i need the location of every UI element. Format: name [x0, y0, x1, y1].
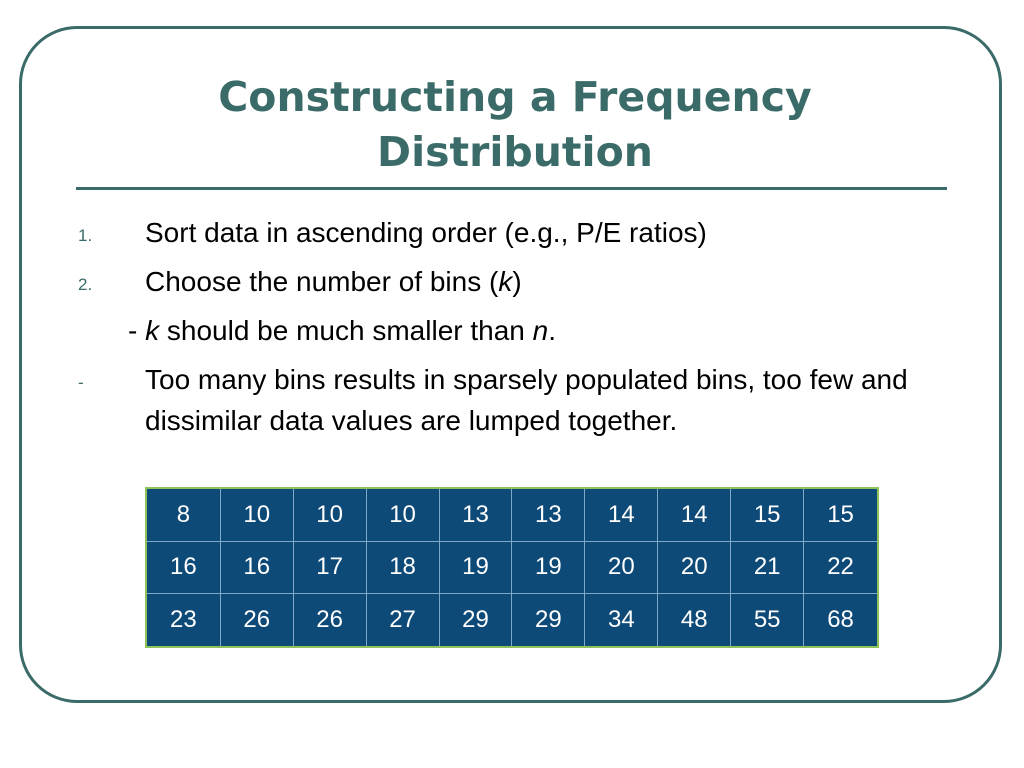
table-cell: 8 [146, 488, 220, 541]
variable-k: k [145, 315, 160, 346]
list-item-sort [70, 212, 970, 253]
title-line-2: Distribution [377, 128, 653, 176]
list-item-text: Choose the number of bins ( [145, 266, 499, 297]
table-cell: 20 [585, 541, 658, 593]
table-cell: 21 [731, 541, 804, 593]
title-divider [76, 187, 947, 190]
table-cell: 14 [658, 488, 731, 541]
table-cell: 14 [585, 488, 658, 541]
table-cell: 13 [439, 488, 512, 541]
table-cell: 16 [146, 541, 220, 593]
table-row [146, 594, 878, 647]
title-line-1: Constructing a Frequency [218, 73, 812, 121]
table-cell: 26 [220, 594, 293, 647]
list-item-text: Sort data in ascending order (e.g., P/E ratios) [145, 217, 707, 248]
list-item-text-end: ) [512, 266, 522, 297]
table-cell: 29 [512, 594, 585, 647]
variable-n: n [532, 315, 549, 346]
table-cell: 19 [512, 541, 585, 593]
sub-dash: - [128, 315, 146, 346]
table-cell: 10 [366, 488, 439, 541]
table-cell: 18 [366, 541, 439, 593]
list-item-bins [70, 261, 970, 302]
table-cell: 10 [293, 488, 366, 541]
table-cell: 19 [439, 541, 512, 593]
sub-item-k-smaller [70, 310, 970, 351]
table-cell: 22 [804, 541, 878, 593]
list-marker: - [78, 373, 84, 392]
table-cell: 20 [658, 541, 731, 593]
table-cell: 23 [146, 594, 220, 647]
table-cell: 29 [439, 594, 512, 647]
list-marker: 1. [78, 226, 93, 245]
table-row [146, 488, 878, 541]
sub-item-end: . [548, 315, 556, 346]
table-cell: 15 [731, 488, 804, 541]
bullet-list [70, 212, 970, 449]
table-cell: 27 [366, 594, 439, 647]
table-cell: 16 [220, 541, 293, 593]
table-cell: 26 [293, 594, 366, 647]
table-cell: 34 [585, 594, 658, 647]
slide-title [60, 70, 970, 180]
table-cell: 10 [220, 488, 293, 541]
list-item-text: Too many bins results in sparsely populated bins, too few and dissimilar data values are lumped together. [145, 364, 908, 436]
table-cell: 17 [293, 541, 366, 593]
table-cell: 15 [804, 488, 878, 541]
table-cell: 55 [731, 594, 804, 647]
sub-item-text: should be much smaller than [159, 315, 533, 346]
table-cell: 48 [658, 594, 731, 647]
table-cell: 13 [512, 488, 585, 541]
variable-k: k [498, 266, 513, 297]
pe-ratio-data-table [145, 487, 879, 648]
list-item-too-many-bins [70, 359, 970, 441]
list-marker: 2. [78, 275, 93, 294]
table-row [146, 541, 878, 593]
table-cell: 68 [804, 594, 878, 647]
